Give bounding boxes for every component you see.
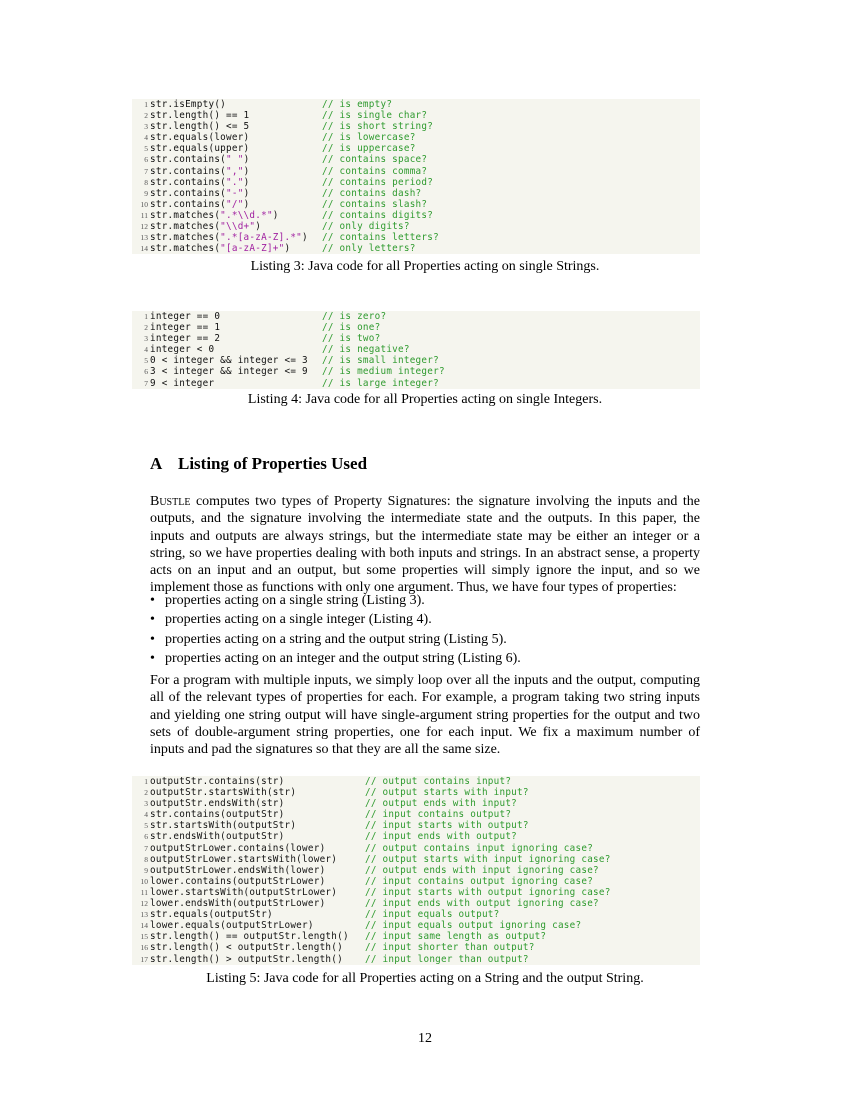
listing-4-caption: Listing 4: Java code for all Properties acting on single Integers. — [247, 392, 603, 407]
line-number: 5 — [144, 821, 148, 831]
string-literal: "," — [226, 165, 244, 177]
line-number: 2 — [144, 323, 148, 333]
code-text — [150, 243, 290, 254]
code-comment: // input ends with output? — [365, 831, 518, 843]
section-title: Listing of Properties Used — [178, 454, 368, 473]
code-text — [150, 920, 314, 931]
code-comment: // input contains output ignoring case? — [365, 875, 594, 887]
code-token: str.equals(outputStr) — [150, 909, 273, 921]
code-token: integer == 2 — [150, 333, 221, 345]
string-literal: " " — [226, 154, 244, 166]
code-line — [132, 177, 700, 188]
code-token: outputStrLower.contains(lower) — [150, 842, 326, 854]
code-token: str.length() == outputStr.length() — [150, 931, 349, 943]
code-text — [150, 344, 214, 355]
code-line — [132, 110, 700, 121]
line-number: 1 — [144, 777, 148, 786]
code-comment: // is empty? — [322, 99, 393, 110]
code-text — [150, 210, 279, 221]
code-text — [150, 809, 285, 820]
code-token: outputStrLower.endsWith(lower) — [150, 864, 326, 876]
code-comment: // contains comma? — [322, 165, 428, 177]
code-comment: // only digits? — [322, 221, 410, 233]
line-number: 8 — [144, 854, 148, 864]
code-comment: // output starts with input? — [365, 787, 529, 799]
code-comment: // output ends with input? — [365, 798, 518, 810]
code-token: str.startsWith(outputStr) — [150, 820, 297, 832]
code-token: str.matches( — [150, 243, 221, 255]
bullet-icon: • — [150, 612, 155, 628]
code-text — [150, 132, 249, 143]
code-text — [150, 121, 249, 132]
code-token: str.contains( — [150, 187, 227, 199]
line-number: 6 — [144, 832, 148, 842]
line-number: 3 — [144, 334, 148, 344]
code-line — [132, 99, 700, 110]
code-comment: // input starts with output? — [365, 820, 529, 832]
line-number: 1 — [144, 100, 148, 109]
line-number: 11 — [140, 210, 148, 220]
line-number: 3 — [144, 799, 148, 809]
code-comment: // output contains input ignoring case? — [365, 842, 594, 854]
code-text — [150, 232, 308, 243]
line-number: 6 — [144, 155, 148, 165]
code-comment: // output ends with input ignoring case? — [365, 864, 599, 876]
code-text — [150, 166, 249, 177]
code-token: str.matches( — [150, 232, 221, 244]
code-comment: // is two? — [322, 333, 381, 345]
code-token: str.length() > outputStr.length() — [150, 953, 343, 965]
code-token: str.length() < outputStr.length() — [150, 942, 343, 954]
list-item: • properties acting on a single string (Listing 3). — [150, 591, 700, 610]
line-number: 5 — [144, 144, 148, 154]
page-number: 12 — [418, 1031, 432, 1046]
line-number: 12 — [140, 222, 148, 232]
code-line — [132, 366, 700, 377]
code-text — [150, 954, 343, 965]
code-line — [132, 909, 700, 920]
code-comment: // output starts with input ignoring case? — [365, 853, 611, 865]
code-text — [150, 854, 337, 865]
line-number: 2 — [144, 111, 148, 121]
line-number: 7 — [144, 378, 148, 388]
code-line — [132, 787, 700, 798]
code-text — [150, 820, 296, 831]
code-token: str.endsWith(outputStr) — [150, 831, 285, 843]
code-token: str.contains( — [150, 198, 227, 210]
code-token: str.matches( — [150, 221, 221, 233]
code-comment: // contains slash? — [322, 198, 428, 210]
section-number: A — [150, 454, 163, 473]
code-line — [132, 232, 700, 243]
list-item: • properties acting on a string and the output string (Listing 5). — [150, 630, 700, 649]
bullet-icon: • — [150, 631, 155, 647]
code-text — [150, 843, 325, 854]
code-token: 0 < integer && integer <= 3 — [150, 355, 308, 367]
code-text — [150, 898, 325, 909]
code-comment: // input same length as output? — [365, 931, 547, 943]
code-text — [150, 942, 343, 953]
code-line — [132, 311, 700, 322]
code-line — [132, 143, 700, 154]
code-text — [150, 188, 249, 199]
string-literal: "." — [226, 176, 244, 188]
code-comment: // is large integer? — [322, 377, 439, 389]
line-number: 9 — [144, 188, 148, 198]
code-comment: // is single char? — [322, 110, 428, 122]
code-token: integer < 0 — [150, 344, 215, 356]
code-line — [132, 843, 700, 854]
code-line — [132, 898, 700, 909]
code-line — [132, 188, 700, 199]
code-line — [132, 166, 700, 177]
code-token: ) — [284, 243, 291, 255]
paragraph-multiple-inputs: For a program with multiple inputs, we simply loop over all the inputs and the output, computing all of the relevant types of properties for each. For example, a program taking two string inputs and yielding one string output will have single-argument string properties for the output and two sets of double-argument string properties, one for each input. We fix a maximum number of inputs and pad the signatures so that they are all the same size. — [150, 673, 700, 758]
code-token: str.contains(outputStr) — [150, 809, 285, 821]
code-token: str.contains( — [150, 176, 227, 188]
string-literal: "-" — [226, 187, 244, 199]
code-comment: // is lowercase? — [322, 132, 416, 144]
line-number: 4 — [144, 345, 148, 355]
code-text — [150, 154, 249, 165]
code-line — [132, 887, 700, 898]
code-token: str.length() == 1 — [150, 110, 250, 122]
code-token: str.matches( — [150, 209, 221, 221]
line-number: 3 — [144, 122, 148, 132]
code-line — [132, 344, 700, 355]
paragraph-intro-text: computes two types of Property Signatures: the signature involving the inputs and the outputs, and the signature involving the intermediate state and the outputs. In this paper, the inputs and outputs are always strings, but the intermediate state may be either an integer or a string, so we have properties dealing with both inputs and strings. In an abstract sense, a property acts on an input and an output, but some properties will simply ignore the input, and so we implement those as functions with only one argument. Thus, we have four types of properties: — [150, 494, 700, 596]
code-line — [132, 221, 700, 232]
code-comment: // is medium integer? — [322, 366, 445, 378]
code-token: ) — [243, 187, 250, 199]
line-number: 13 — [140, 910, 148, 920]
code-token: 3 < integer && integer <= 9 — [150, 366, 308, 378]
code-token: lower.equals(outputStrLower) — [150, 920, 314, 932]
listing-3-code-block — [132, 99, 700, 254]
code-token: ) — [272, 209, 279, 221]
code-line — [132, 322, 700, 333]
code-token: integer == 0 — [150, 311, 221, 322]
code-line — [132, 121, 700, 132]
code-line — [132, 378, 700, 389]
code-token: outputStr.endsWith(str) — [150, 798, 285, 810]
line-number: 17 — [140, 954, 148, 964]
code-comment: // contains space? — [322, 154, 428, 166]
code-text — [150, 865, 325, 876]
code-token: 9 < integer — [150, 377, 215, 389]
code-line — [132, 154, 700, 165]
code-line — [132, 876, 700, 887]
code-line — [132, 920, 700, 931]
listing-5-caption: Listing 5: Java code for all Properties acting on a String and the output String. — [206, 971, 644, 986]
code-line — [132, 865, 700, 876]
code-text — [150, 931, 349, 942]
bullet-icon: • — [150, 593, 155, 608]
line-number: 5 — [144, 356, 148, 366]
code-text — [150, 143, 249, 154]
code-text — [150, 366, 308, 377]
code-comment: // input shorter than output? — [365, 942, 535, 954]
string-literal: ".*[a-zA-Z].*" — [220, 232, 303, 244]
code-token: lower.contains(outputStrLower) — [150, 875, 326, 887]
line-number: 10 — [140, 199, 148, 209]
code-line — [132, 809, 700, 820]
code-text — [150, 355, 308, 366]
line-number: 7 — [144, 166, 148, 176]
code-line — [132, 820, 700, 831]
code-comment: // input starts with output ignoring case? — [365, 886, 611, 898]
property-type-list — [150, 591, 700, 668]
code-comment: // contains digits? — [322, 209, 434, 221]
code-comment: // contains period? — [322, 176, 434, 188]
code-text — [150, 378, 214, 389]
code-line — [132, 931, 700, 942]
code-comment: // contains letters? — [322, 232, 439, 244]
code-token: str.contains( — [150, 154, 227, 166]
code-token: ) — [255, 221, 262, 233]
line-number: 14 — [140, 921, 148, 931]
code-line — [132, 132, 700, 143]
line-number: 4 — [144, 133, 148, 143]
code-text — [150, 110, 249, 121]
code-comment: // only letters? — [322, 243, 416, 255]
code-token: outputStr.contains(str) — [150, 776, 285, 787]
code-token: str.isEmpty() — [150, 99, 227, 110]
code-text — [150, 221, 261, 232]
listing-4-code-block — [132, 311, 700, 389]
code-comment: // input ends with output ignoring case? — [365, 898, 599, 910]
code-text — [150, 99, 226, 110]
code-text — [150, 831, 285, 842]
listing-3-caption: Listing 3: Java code for all Properties acting on single Strings. — [250, 259, 600, 274]
code-line — [132, 942, 700, 953]
code-comment: // is short string? — [322, 121, 434, 133]
code-line — [132, 355, 700, 366]
code-text — [150, 311, 220, 322]
code-line — [132, 210, 700, 221]
code-token: ) — [243, 176, 250, 188]
paragraph-intro — [150, 493, 700, 597]
list-item: • properties acting on a single integer (Listing 4). — [150, 610, 700, 629]
code-token: ) — [243, 154, 250, 166]
code-token: ) — [243, 165, 250, 177]
code-line — [132, 243, 700, 254]
line-number: 12 — [140, 899, 148, 909]
code-token: ) — [243, 198, 250, 210]
line-number: 2 — [144, 788, 148, 798]
string-literal: "[a-zA-Z]+" — [220, 243, 285, 255]
code-token: str.length() <= 5 — [150, 121, 250, 133]
string-literal: "\\d+" — [220, 221, 256, 233]
code-token: str.contains( — [150, 165, 227, 177]
code-line — [132, 954, 700, 965]
code-comment: // input equals output ignoring case? — [365, 920, 582, 932]
code-token: str.equals(lower) — [150, 132, 250, 144]
code-line — [132, 831, 700, 842]
code-text — [150, 199, 249, 210]
line-number: 15 — [140, 932, 148, 942]
code-token: str.equals(upper) — [150, 143, 250, 155]
code-comment: // output contains input? — [365, 776, 512, 787]
code-token: lower.startsWith(outputStrLower) — [150, 886, 338, 898]
listing-5-code-block — [132, 776, 700, 965]
code-token: outputStrLower.startsWith(lower) — [150, 853, 338, 865]
list-item: • properties acting on an integer and the output string (Listing 6). — [150, 649, 700, 668]
line-number: 14 — [140, 244, 148, 254]
bullet-icon: • — [150, 650, 155, 666]
section-heading — [150, 454, 367, 474]
code-text — [150, 876, 325, 887]
code-text — [150, 177, 249, 188]
code-token: lower.endsWith(outputStrLower) — [150, 898, 326, 910]
code-token: outputStr.startsWith(str) — [150, 787, 297, 799]
string-literal: ".*\\d.*" — [220, 209, 273, 221]
code-comment: // input equals output? — [365, 909, 500, 921]
code-text — [150, 798, 285, 809]
code-comment: // input longer than output? — [365, 953, 529, 965]
code-line — [132, 776, 700, 787]
code-text — [150, 322, 220, 333]
code-comment: // is uppercase? — [322, 143, 416, 155]
line-number: 13 — [140, 233, 148, 243]
line-number: 7 — [144, 843, 148, 853]
code-line — [132, 798, 700, 809]
code-text — [150, 333, 220, 344]
code-text — [150, 887, 337, 898]
code-text — [150, 909, 273, 920]
code-comment: // is small integer? — [322, 355, 439, 367]
code-line — [132, 333, 700, 344]
line-number: 10 — [140, 876, 148, 886]
line-number: 9 — [144, 865, 148, 875]
line-number: 4 — [144, 810, 148, 820]
code-comment: // is zero? — [322, 311, 387, 322]
code-token: ) — [302, 232, 308, 244]
line-number: 6 — [144, 367, 148, 377]
code-comment: // contains dash? — [322, 187, 422, 199]
line-number: 8 — [144, 177, 148, 187]
line-number: 16 — [140, 943, 148, 953]
code-text — [150, 776, 285, 787]
line-number: 1 — [144, 312, 148, 321]
code-comment: // is negative? — [322, 344, 410, 356]
code-line — [132, 854, 700, 865]
code-line — [132, 199, 700, 210]
code-comment: // is one? — [322, 322, 381, 334]
line-number: 11 — [140, 887, 148, 897]
string-literal: "/" — [226, 198, 244, 210]
bustle-name: Bustle — [150, 494, 191, 509]
code-comment: // input contains output? — [365, 809, 512, 821]
code-token: integer == 1 — [150, 322, 221, 334]
code-text — [150, 787, 296, 798]
